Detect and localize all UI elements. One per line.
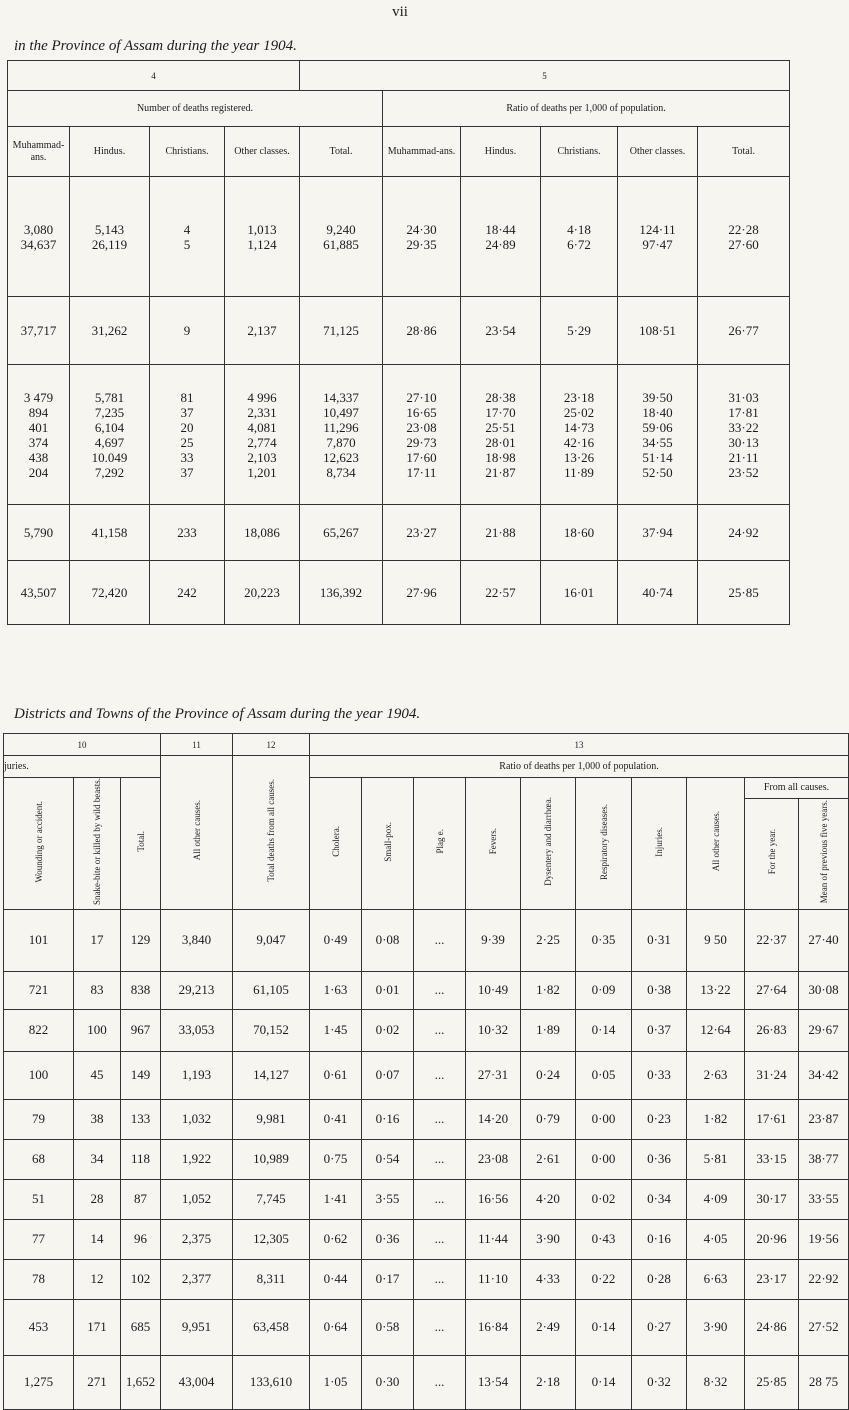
- table-row: [4, 971, 849, 1009]
- table-cell: 1,013 1,124: [225, 177, 300, 297]
- table-cell: 0·24: [521, 1051, 576, 1099]
- table-cell: 3·90: [687, 1299, 745, 1355]
- table-cell: 28·86: [383, 297, 461, 365]
- ratio-subheader: [576, 778, 632, 910]
- top-subheader: Muhammad-ans.: [383, 127, 461, 177]
- table-cell: 822: [4, 1009, 74, 1051]
- table-cell: 11·10: [466, 1259, 521, 1299]
- table-cell: 12·64: [687, 1009, 745, 1051]
- from-all-subheader-label: Mean of previous five years.: [818, 800, 829, 904]
- table-cell: 16·56: [466, 1179, 521, 1219]
- ratio-subheader: [632, 778, 687, 910]
- table-cell: 27·40: [799, 909, 849, 971]
- top-subheader: Hindus.: [70, 127, 150, 177]
- table-row: [8, 177, 790, 297]
- ratio-subheader: [362, 778, 414, 910]
- table-cell: 2·61: [521, 1139, 576, 1179]
- table-cell: 1,193: [161, 1051, 233, 1099]
- table-cell: ...: [414, 1099, 466, 1139]
- table-cell: 9,240 61,885: [300, 177, 383, 297]
- table-cell: 29·67: [799, 1009, 849, 1051]
- table-cell: 24·86: [745, 1299, 799, 1355]
- table-cell: 0·16: [632, 1219, 687, 1259]
- table-cell: 70,152: [233, 1009, 310, 1051]
- table-cell: 0·34: [632, 1179, 687, 1219]
- table-cell: 29,213: [161, 971, 233, 1009]
- table-cell: 133: [121, 1099, 161, 1139]
- injury-subheader: [74, 778, 121, 910]
- table-cell: 453: [4, 1299, 74, 1355]
- table-cell: 14,127: [233, 1051, 310, 1099]
- table-cell: 37,717: [8, 297, 70, 365]
- table-cell: 28·38 17·70 25·51 28·01 18·98 21·87: [461, 365, 541, 505]
- table-cell: 20·96: [745, 1219, 799, 1259]
- table-cell: 9 50: [687, 909, 745, 971]
- table-cell: 133,610: [233, 1355, 310, 1409]
- table-cell: 0·31: [632, 909, 687, 971]
- table-cell: ...: [414, 1009, 466, 1051]
- table-cell: 9,047: [233, 909, 310, 971]
- table-cell: 14: [74, 1219, 121, 1259]
- table-cell: 0·14: [576, 1355, 632, 1409]
- top-subheader: Other classes.: [618, 127, 698, 177]
- table-cell: 0·27: [632, 1299, 687, 1355]
- table-cell: 96: [121, 1219, 161, 1259]
- table-cell: 45: [74, 1051, 121, 1099]
- table-cell: 14·20: [466, 1099, 521, 1139]
- table-cell: 0·14: [576, 1009, 632, 1051]
- table-cell: 1,052: [161, 1179, 233, 1219]
- table-cell: 37·94: [618, 505, 698, 561]
- injuries-header: juries.: [4, 756, 161, 778]
- table-cell: 13·22: [687, 971, 745, 1009]
- table-cell: 0·44: [310, 1259, 362, 1299]
- table-cell: 38·77: [799, 1139, 849, 1179]
- from-all-causes-header: From all causes.: [745, 778, 849, 799]
- table-cell: 28: [74, 1179, 121, 1219]
- table-cell: 25·85: [745, 1355, 799, 1409]
- bottom-statistics-table: [3, 733, 849, 1410]
- table-cell: 0·02: [362, 1009, 414, 1051]
- table-cell: 5·29: [541, 297, 618, 365]
- table-cell: 2·49: [521, 1299, 576, 1355]
- table-cell: 1·63: [310, 971, 362, 1009]
- table-cell: 0·30: [362, 1355, 414, 1409]
- ratio-subheader-label: Injuries.: [654, 826, 665, 857]
- table-cell: ...: [414, 1179, 466, 1219]
- table-cell: 27·64: [745, 971, 799, 1009]
- table-cell: ...: [414, 1051, 466, 1099]
- table-cell: ...: [414, 1259, 466, 1299]
- table-cell: 22·57: [461, 561, 541, 625]
- top-subheader: Total.: [698, 127, 790, 177]
- table-cell: 0·62: [310, 1219, 362, 1259]
- table-cell: 0·22: [576, 1259, 632, 1299]
- table-cell: 838: [121, 971, 161, 1009]
- from-all-subheader-label: For the year.: [766, 829, 777, 875]
- table-cell: 25·85: [698, 561, 790, 625]
- table-cell: 22·92: [799, 1259, 849, 1299]
- table-cell: 78: [4, 1259, 74, 1299]
- table-cell: 30·17: [745, 1179, 799, 1219]
- table-cell: 0·43: [576, 1219, 632, 1259]
- table-cell: 26·83: [745, 1009, 799, 1051]
- table-cell: 18·60: [541, 505, 618, 561]
- table-cell: ...: [414, 1139, 466, 1179]
- table-cell: 129: [121, 909, 161, 971]
- table-cell: 2·63: [687, 1051, 745, 1099]
- table-cell: 19·56: [799, 1219, 849, 1259]
- table-cell: 100: [4, 1051, 74, 1099]
- table-cell: 0·28: [632, 1259, 687, 1299]
- table-cell: 2,375: [161, 1219, 233, 1259]
- deaths-registered-header: Number of deaths registered.: [8, 91, 383, 127]
- table-cell: ...: [414, 1219, 466, 1259]
- table-cell: 8,311: [233, 1259, 310, 1299]
- ratio-subheader-label: Small-pox.: [382, 821, 393, 862]
- table-cell: 1·82: [687, 1099, 745, 1139]
- table-cell: 9,981: [233, 1099, 310, 1139]
- table-cell: 0·01: [362, 971, 414, 1009]
- table-cell: 2,137: [225, 297, 300, 365]
- top-subheader: Other classes.: [225, 127, 300, 177]
- ratio-subheader: [687, 778, 745, 910]
- table-row: [8, 365, 790, 505]
- ratio-subheader: [310, 778, 362, 910]
- table-row: [4, 1051, 849, 1099]
- col-number-12: 12: [233, 734, 310, 756]
- table-cell: 23·87: [799, 1099, 849, 1139]
- table-cell: 0·35: [576, 909, 632, 971]
- table-cell: 39·50 18·40 59·06 34·55 51·14 52·50: [618, 365, 698, 505]
- table-cell: 33,053: [161, 1009, 233, 1051]
- table-cell: 0·33: [632, 1051, 687, 1099]
- table-cell: 3,840: [161, 909, 233, 971]
- table-cell: 5·81: [687, 1139, 745, 1179]
- table-cell: 0·75: [310, 1139, 362, 1179]
- table-cell: 0·36: [632, 1139, 687, 1179]
- table-cell: 22·37: [745, 909, 799, 971]
- table-cell: 17·61: [745, 1099, 799, 1139]
- top-table-title: in the Province of Assam during the year 1904.: [14, 38, 297, 54]
- table-cell: 0·07: [362, 1051, 414, 1099]
- table-cell: 4·18 6·72: [541, 177, 618, 297]
- table-cell: 0·14: [576, 1299, 632, 1355]
- table-cell: 77: [4, 1219, 74, 1259]
- injury-subheader: [121, 778, 161, 910]
- all-other-causes-header: All other causes.: [161, 756, 233, 910]
- table-cell: 18·44 24·89: [461, 177, 541, 297]
- col-number-11: 11: [161, 734, 233, 756]
- table-cell: 171: [74, 1299, 121, 1355]
- ratio-subheader: [414, 778, 466, 910]
- table-cell: 5,790: [8, 505, 70, 561]
- top-subheader: Hindus.: [461, 127, 541, 177]
- table-cell: 0·37: [632, 1009, 687, 1051]
- table-cell: 0·16: [362, 1099, 414, 1139]
- table-cell: 3·55: [362, 1179, 414, 1219]
- table-cell: 0·17: [362, 1259, 414, 1299]
- table-cell: 2·25: [521, 909, 576, 971]
- table-cell: 0·54: [362, 1139, 414, 1179]
- page-number: vii: [392, 4, 408, 20]
- table-cell: 27·31: [466, 1051, 521, 1099]
- table-cell: 1,922: [161, 1139, 233, 1179]
- table-cell: 61,105: [233, 971, 310, 1009]
- ratio-subheader: [521, 778, 576, 910]
- table-row: [4, 1139, 849, 1179]
- total-deaths-header: Total deaths from all causes.: [233, 756, 310, 910]
- table-cell: 124·11 97·47: [618, 177, 698, 297]
- table-cell: 23·54: [461, 297, 541, 365]
- from-all-subheader: [799, 798, 849, 909]
- table-cell: 2·18: [521, 1355, 576, 1409]
- injury-subheader-label: Total.: [135, 831, 146, 852]
- table-row: [4, 1299, 849, 1355]
- table-cell: 0·79: [521, 1099, 576, 1139]
- table-cell: ...: [414, 1299, 466, 1355]
- table-row: [4, 1219, 849, 1259]
- table-row: [4, 909, 849, 971]
- ratio-subheader-label: All other causes.: [710, 811, 721, 872]
- table-cell: 0·08: [362, 909, 414, 971]
- table-cell: 4·05: [687, 1219, 745, 1259]
- table-row: [8, 505, 790, 561]
- table-cell: 2,377: [161, 1259, 233, 1299]
- ratio-subheader-label: Respiratory diseases.: [598, 803, 609, 880]
- table-cell: 16·01: [541, 561, 618, 625]
- table-cell: 9: [150, 297, 225, 365]
- table-cell: 1,275: [4, 1355, 74, 1409]
- table-cell: 1·45: [310, 1009, 362, 1051]
- ratio-subheader-label: Plag e.: [434, 829, 445, 854]
- injury-subheader-label: Wounding or accident.: [33, 800, 44, 883]
- table-cell: 71,125: [300, 297, 383, 365]
- table-cell: 685: [121, 1299, 161, 1355]
- table-cell: 0·58: [362, 1299, 414, 1355]
- table-cell: 136,392: [300, 561, 383, 625]
- table-row: [4, 1099, 849, 1139]
- table-cell: 8·32: [687, 1355, 745, 1409]
- bottom-ratio-header: Ratio of deaths per 1,000 of population.: [310, 756, 849, 778]
- table-cell: 18,086: [225, 505, 300, 561]
- table-cell: 83: [74, 971, 121, 1009]
- table-cell: 22·28 27·60: [698, 177, 790, 297]
- table-cell: 3,080 34,637: [8, 177, 70, 297]
- table-cell: 41,158: [70, 505, 150, 561]
- table-cell: 0·05: [576, 1051, 632, 1099]
- table-cell: 28 75: [799, 1355, 849, 1409]
- col-number-4: 4: [8, 61, 300, 91]
- ratio-subheader-label: Cholera.: [330, 826, 341, 857]
- table-cell: 721: [4, 971, 74, 1009]
- table-cell: 9,951: [161, 1299, 233, 1355]
- table-cell: 23·08: [466, 1139, 521, 1179]
- table-cell: ...: [414, 909, 466, 971]
- table-cell: 0·49: [310, 909, 362, 971]
- ratio-header: Ratio of deaths per 1,000 of population.: [383, 91, 790, 127]
- table-cell: 24·92: [698, 505, 790, 561]
- top-subheader: Christians.: [541, 127, 618, 177]
- table-cell: 118: [121, 1139, 161, 1179]
- col-number-10: 10: [4, 734, 161, 756]
- table-cell: 17: [74, 909, 121, 971]
- table-cell: 33·55: [799, 1179, 849, 1219]
- table-cell: 23·27: [383, 505, 461, 561]
- ratio-subheader-label: Dysentery and diarrhœa.: [543, 797, 554, 886]
- table-cell: 68: [4, 1139, 74, 1179]
- from-all-subheader: [745, 798, 799, 909]
- table-cell: 51: [4, 1179, 74, 1219]
- table-cell: 0·32: [632, 1355, 687, 1409]
- table-row: [4, 1009, 849, 1051]
- table-cell: 102: [121, 1259, 161, 1299]
- table-cell: 27·52: [799, 1299, 849, 1355]
- table-cell: 0·41: [310, 1099, 362, 1139]
- table-cell: 4·20: [521, 1179, 576, 1219]
- table-cell: 81 37 20 25 33 37: [150, 365, 225, 505]
- table-cell: 30·08: [799, 971, 849, 1009]
- table-cell: 33·15: [745, 1139, 799, 1179]
- table-cell: 23·18 25·02 14·73 42·16 13·26 11·89: [541, 365, 618, 505]
- table-cell: 24·30 29·35: [383, 177, 461, 297]
- table-cell: 43,004: [161, 1355, 233, 1409]
- ratio-subheader: [466, 778, 521, 910]
- top-subheader: Total.: [300, 127, 383, 177]
- table-cell: 27·10 16·65 23·08 29·73 17·60 17·11: [383, 365, 461, 505]
- table-cell: 10·49: [466, 971, 521, 1009]
- table-cell: 43,507: [8, 561, 70, 625]
- table-cell: 4 996 2,331 4,081 2,774 2,103 1,201: [225, 365, 300, 505]
- table-cell: 1,032: [161, 1099, 233, 1139]
- table-row: [8, 561, 790, 625]
- table-cell: 1·89: [521, 1009, 576, 1051]
- table-cell: 31,262: [70, 297, 150, 365]
- table-cell: 31·24: [745, 1051, 799, 1099]
- table-cell: ...: [414, 971, 466, 1009]
- table-cell: 11·44: [466, 1219, 521, 1259]
- table-cell: 34: [74, 1139, 121, 1179]
- table-cell: 101: [4, 909, 74, 971]
- table-cell: 27·96: [383, 561, 461, 625]
- table-cell: 0·00: [576, 1099, 632, 1139]
- table-cell: 1·41: [310, 1179, 362, 1219]
- table-cell: 100: [74, 1009, 121, 1051]
- table-cell: 1·05: [310, 1355, 362, 1409]
- table-cell: 967: [121, 1009, 161, 1051]
- bottom-table-title: Districts and Towns of the Province of Assam during the year 1904.: [14, 706, 421, 722]
- table-cell: ...: [414, 1355, 466, 1409]
- table-cell: 34·42: [799, 1051, 849, 1099]
- table-row: [4, 1355, 849, 1409]
- table-cell: 233: [150, 505, 225, 561]
- table-cell: 20,223: [225, 561, 300, 625]
- table-cell: 149: [121, 1051, 161, 1099]
- table-cell: 63,458: [233, 1299, 310, 1355]
- table-row: [4, 1179, 849, 1219]
- table-cell: 10,989: [233, 1139, 310, 1179]
- table-cell: 9·39: [466, 909, 521, 971]
- table-cell: 38: [74, 1099, 121, 1139]
- table-cell: 6·63: [687, 1259, 745, 1299]
- table-cell: 65,267: [300, 505, 383, 561]
- injury-subheader: [4, 778, 74, 910]
- table-cell: 87: [121, 1179, 161, 1219]
- table-cell: 1,652: [121, 1355, 161, 1409]
- table-cell: 79: [4, 1099, 74, 1139]
- table-cell: 3·90: [521, 1219, 576, 1259]
- table-cell: 13·54: [466, 1355, 521, 1409]
- table-cell: 1·82: [521, 971, 576, 1009]
- table-cell: 7,745: [233, 1179, 310, 1219]
- table-cell: 26·77: [698, 297, 790, 365]
- injury-subheader-label: Snake-bite or killed by wild beasts.: [92, 778, 102, 905]
- table-cell: 0·38: [632, 971, 687, 1009]
- table-cell: 271: [74, 1355, 121, 1409]
- table-cell: 108·51: [618, 297, 698, 365]
- table-cell: 14,337 10,497 11,296 7,870 12,623 8,734: [300, 365, 383, 505]
- table-row: [4, 1259, 849, 1299]
- table-cell: 31·03 17·81 33·22 30·13 21·11 23·52: [698, 365, 790, 505]
- table-row: [8, 297, 790, 365]
- table-cell: 23·17: [745, 1259, 799, 1299]
- col-number-13: 13: [310, 734, 849, 756]
- table-cell: 12,305: [233, 1219, 310, 1259]
- table-cell: 4·33: [521, 1259, 576, 1299]
- table-cell: 21·88: [461, 505, 541, 561]
- table-cell: 242: [150, 561, 225, 625]
- table-cell: 72,420: [70, 561, 150, 625]
- table-cell: 12: [74, 1259, 121, 1299]
- table-cell: 3 479 894 401 374 438 204: [8, 365, 70, 505]
- table-cell: 10·32: [466, 1009, 521, 1051]
- table-cell: 0·02: [576, 1179, 632, 1219]
- top-statistics-table: [7, 60, 790, 625]
- table-cell: 4 5: [150, 177, 225, 297]
- table-cell: 0·64: [310, 1299, 362, 1355]
- table-cell: 16·84: [466, 1299, 521, 1355]
- ratio-subheader-label: Fevers.: [488, 828, 499, 855]
- table-cell: 0·36: [362, 1219, 414, 1259]
- top-subheader: Muhammad-ans.: [8, 127, 70, 177]
- table-cell: 0·61: [310, 1051, 362, 1099]
- table-cell: 0·23: [632, 1099, 687, 1139]
- col-number-5: 5: [300, 61, 790, 91]
- table-cell: 40·74: [618, 561, 698, 625]
- table-cell: 0·09: [576, 971, 632, 1009]
- table-cell: 5,781 7,235 6,104 4,697 10.049 7,292: [70, 365, 150, 505]
- table-cell: 4·09: [687, 1179, 745, 1219]
- top-subheader: Christians.: [150, 127, 225, 177]
- table-cell: 0·00: [576, 1139, 632, 1179]
- table-cell: 5,143 26,119: [70, 177, 150, 297]
